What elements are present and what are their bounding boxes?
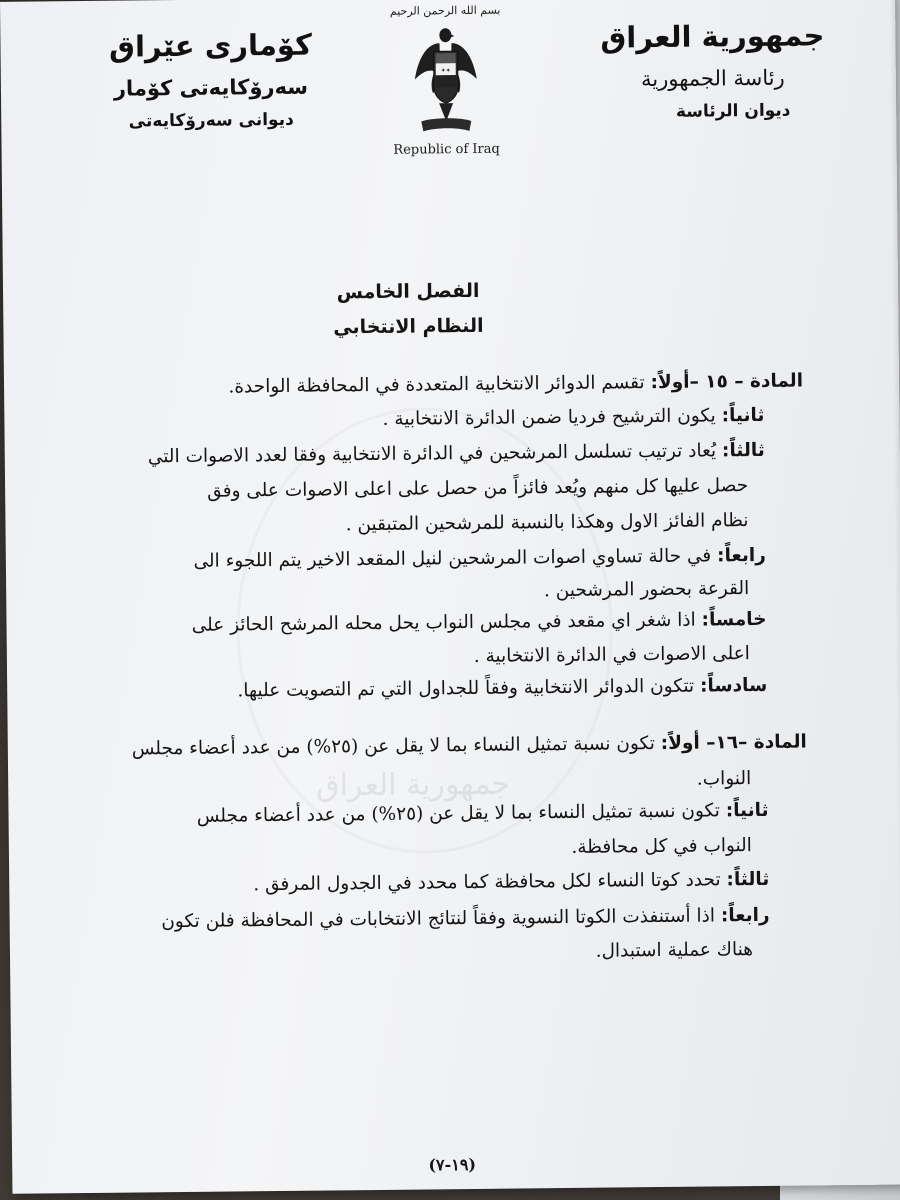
republic-of-iraq-label: Republic of Iraq xyxy=(393,141,500,158)
section-heading: النظام الانتخابي xyxy=(333,314,484,339)
article-15-fifth xyxy=(192,606,767,640)
article-16-second xyxy=(197,797,769,831)
article-15-fifth-line1: اذا شغر اي مقعد في مجلس النواب يحل محله المرشح الحائز على xyxy=(191,609,696,636)
article-15-first-line xyxy=(228,367,803,401)
chapter-title: الفصل الخامس xyxy=(336,279,480,304)
article-15-second xyxy=(382,402,764,434)
article-15-third xyxy=(148,437,765,471)
header-kurdish-presidency: سەرۆكايەتى كۆمار xyxy=(113,74,309,101)
article-16-fourth-label: رابعاً: xyxy=(720,904,770,927)
article-16-first-text: تكون نسبة تمثيل النساء بما لا يقل عن (٢٥%) من عدد أعضاء مجلس xyxy=(131,733,655,760)
article-15-third-line3: نظام الفائز الاول وهكذا بالنسبة للمرشحين المتبقين . xyxy=(345,510,749,536)
article-15-sixth-label: سادساً: xyxy=(699,674,768,697)
article-15-sixth xyxy=(237,672,767,706)
article-15-second-label: ثانياً: xyxy=(721,404,765,427)
article-15-fifth-line2: اعلى الاصوات في الدائرة الانتخابية . xyxy=(473,643,750,667)
article-15-label: المادة – ١٥ –أولاً: xyxy=(650,370,804,394)
article-15-third-label: ثالثاً: xyxy=(721,439,765,462)
header-arabic-country: جمهورية العراق xyxy=(600,18,825,55)
article-16-label: المادة –١٦– أولاً: xyxy=(660,731,807,754)
article-16-third-text: تحدد كوتا النساء لكل محافظة كما محدد في الجدول المرفق . xyxy=(253,869,721,896)
header-kurdish-office: ديوانى سەرۆكايەتى xyxy=(128,109,294,132)
article-15-fourth-label: رابعاً: xyxy=(717,544,766,567)
article-15-first-text: تقسم الدوائر الانتخابية المتعددة في المحافظة الواحدة. xyxy=(228,372,645,398)
article-16-second-line1: تكون نسبة تمثيل النساء بما لا يقل عن (٢٥%) من عدد أعضاء مجلس xyxy=(196,800,720,827)
article-16-first-line2: النواب. xyxy=(696,768,752,790)
article-16-second-label: ثانياً: xyxy=(725,799,769,822)
article-15-second-text: يكون الترشيح فرديا ضمن الدائرة الانتخابية . xyxy=(382,405,716,430)
basmala-text: بسم الله الرحمن الرحيم xyxy=(389,3,501,18)
article-16-fourth xyxy=(161,902,770,936)
article-15-sixth-text: تتكون الدوائر الانتخابية وفقاً للجداول التي تم التصويت عليها. xyxy=(237,675,695,702)
article-15-fourth-line2: القرعة بحضور المرشحين . xyxy=(543,578,750,602)
svg-text:✦✦: ✦✦ xyxy=(440,67,451,75)
header-arabic-office: ديوان الرئاسة xyxy=(675,100,791,122)
page-number: (١٩-٧) xyxy=(428,1154,477,1175)
article-15-fourth-line1: في حالة تساوي اصوات المرشحين لنيل المقعد الاخير يتم اللجوء الى xyxy=(193,545,712,572)
article-15-third-line2: حصل عليها كل منهم ويُعد فائزاً من حصل على اعلى الاصوات على وفق xyxy=(207,475,749,502)
stamp-text: جمهورية العراق xyxy=(316,766,511,804)
article-15-fourth xyxy=(193,542,766,576)
article-16-third-label: ثالثاً: xyxy=(726,868,770,891)
header-kurdish-country: كۆمارى عێراق xyxy=(108,27,313,64)
article-16-third xyxy=(253,866,769,899)
header-arabic-presidency: رئاسة الجمهورية xyxy=(640,65,785,92)
article-16-fourth-line1: اذا أستنفذت الكوتا النسوية وفقاً لنتائج الانتخابات في المحافظة فلن تكون xyxy=(161,905,716,933)
article-16-fourth-line2: هناك عملية استبدال. xyxy=(595,939,754,962)
article-15-third-line1: يُعاد ترتيب تسلسل المرشحين في الدائرة الانتخابية وفقا لعدد الاصوات التي xyxy=(147,440,717,468)
article-16-second-line2: النواب في كل محافظة. xyxy=(571,835,752,858)
article-16-first-line xyxy=(132,728,807,763)
article-15-fifth-label: خامساً: xyxy=(701,608,767,631)
